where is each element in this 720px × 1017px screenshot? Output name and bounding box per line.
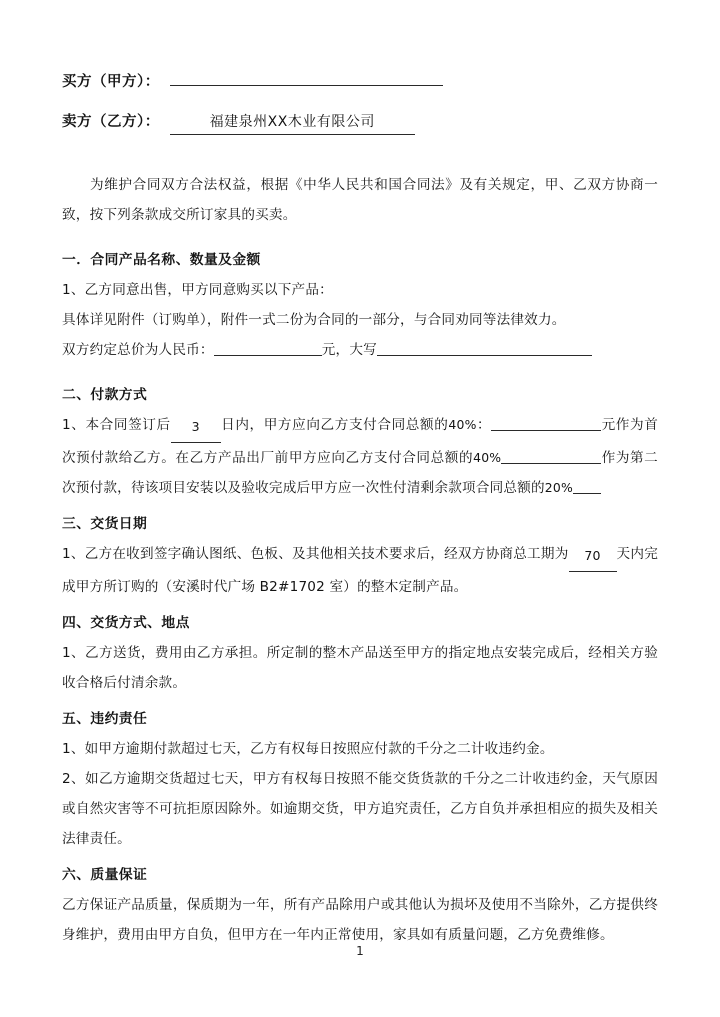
payment-first-amount-blank[interactable] <box>491 430 601 431</box>
seller-name-value[interactable]: 福建泉州XX木业有限公司 <box>170 113 415 135</box>
section-heading-3: 三、交货日期 <box>62 515 148 532</box>
section-5-line-1: 1、如甲方逾期付款超过七天，乙方有权每日按照应付款的千分之二计收违约金。 <box>62 740 554 757</box>
section-1-price-line <box>62 335 658 365</box>
payment-percent-2: 40% <box>473 449 502 465</box>
section-heading-5: 五、违约责任 <box>62 710 148 727</box>
section-heading-2: 二、付款方式 <box>62 386 148 403</box>
delivery-term-days-value[interactable]: 70 <box>569 541 617 572</box>
seller-row <box>62 112 658 135</box>
payment-text-4: 元作为首次预付款给乙方。在乙方产品出厂前甲方应向乙方支付合同总额的 <box>62 416 658 466</box>
total-price-amount-blank[interactable] <box>214 355 322 356</box>
buyer-label: 买方（甲方）： <box>62 74 160 90</box>
section-heading-6: 六、质量保证 <box>62 866 148 883</box>
delivery-text-1: 1、乙方在收到签字确认图纸、色板、及其他相关技术要求后，经双方协商总工期为 <box>62 545 569 562</box>
section-1-line-1: 1、乙方同意出售，甲方同意购买以下产品： <box>62 281 333 298</box>
price-line-prefix: 双方约定总价为人民币： <box>62 341 214 358</box>
spacer-after-section-1 <box>62 365 658 380</box>
payment-tail-blank[interactable] <box>573 493 601 494</box>
payment-percent-1: 40% <box>448 416 477 432</box>
total-price-capital-blank[interactable] <box>377 355 592 356</box>
spacer-after-parties <box>62 155 658 170</box>
preamble-paragraph: 为维护合同双方合法权益，根据《中华人民共和国合同法》及有关规定，甲、乙双方协商一致，按下列条款成交所订家具的买卖。 <box>62 176 658 223</box>
spacer-after-preamble <box>62 230 658 245</box>
section-3-delivery-line <box>62 539 658 602</box>
section-1-line-2: 具体详见附件（订购单），附件一式二份为合同的一部分，与合同劝同等法律效力。 <box>62 311 566 328</box>
payment-text-3: ： <box>476 416 492 433</box>
section-heading-1: 一．合同产品名称、数量及金额 <box>62 251 261 268</box>
section-4-line-1: 1、乙方送货，费用由乙方承担。所定制的整木产品送至甲方的指定地点安装完成后，经相关方验收合格后付清余款。 <box>62 644 658 691</box>
payment-text-1: 1、本合同签订后 <box>62 416 171 433</box>
price-line-middle: 元，大写 <box>321 341 377 358</box>
payment-text-5: 作为第二次预付款，待该项目安装以及验收完成后甲方应一次性付清剩余款项合同总额的 <box>62 449 658 496</box>
payment-text-2: 日内，甲方应向乙方支付合同总额的 <box>220 416 449 433</box>
buyer-row <box>62 70 658 92</box>
payment-second-amount-blank[interactable] <box>501 463 601 464</box>
payment-days-value[interactable]: 3 <box>171 412 221 443</box>
payment-percent-3: 20% <box>544 479 573 495</box>
section-2-payment-line <box>62 410 658 503</box>
section-5-line-2: 2、如乙方逾期交货超过七天，甲方有权每日按照不能交货货款的千分之二计收违约金，天气原因或自然灾害等不可抗拒原因除外。如逾期交货，甲方追究责任，乙方自负并承担相应的损失及相关法律责任。 <box>62 770 658 847</box>
page-number: 1 <box>356 944 364 958</box>
delivery-text-2: 天内完成甲方所订购的（安溪时代广场 B2#1702 室）的整木定制产品。 <box>62 545 659 595</box>
section-6-line-1: 乙方保证产品质量，保质期为一年，所有产品除用户或其他认为损坏及使用不当除外，乙方提供终身维护，费用由甲方自负，但甲方在一年内正常使用，家具如有质量问题，乙方免费维修。 <box>62 896 658 943</box>
buyer-name-blank[interactable] <box>170 70 443 86</box>
seller-label: 卖方（乙方）： <box>62 114 160 131</box>
section-heading-4: 四、交货方式、地点 <box>62 614 190 631</box>
